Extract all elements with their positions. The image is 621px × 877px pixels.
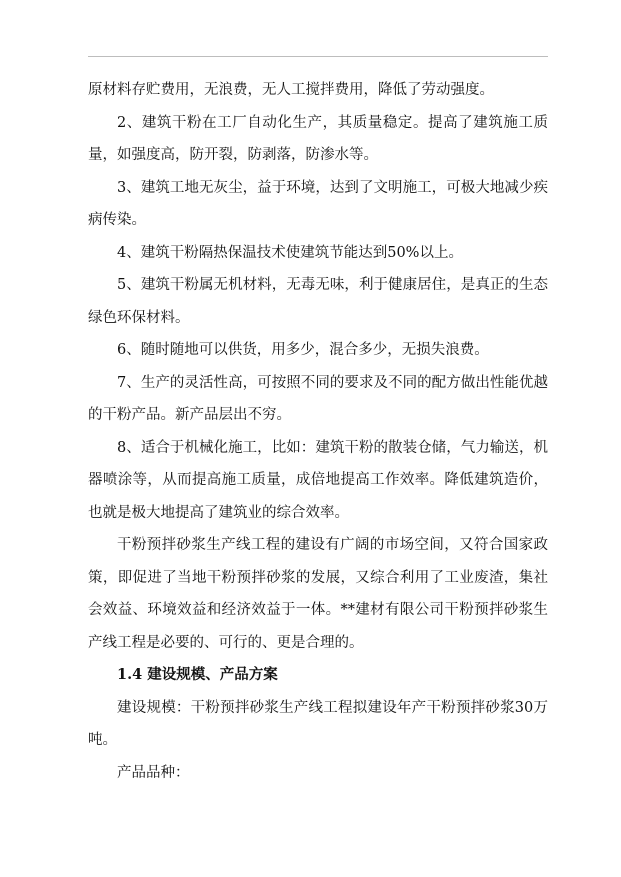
section-heading: 1.4 建设规模、产品方案 <box>117 666 278 683</box>
list-item-8: 8、适合于机械化施工，比如：建筑干粉的散装仓储，气力输送，机器喷涂等，从而提高施工质量，成倍地提高工作效率。降低建筑造价，也就是极大地提高了建筑业的综合效率。 <box>88 439 548 521</box>
list-item-7: 7、生产的灵活性高，可按照不同的要求及不同的配方做出性能优越的干粉产品。新产品层出不穷。 <box>88 374 548 423</box>
list-item-4: 4、建筑干粉隔热保温技术使建筑节能达到50%以上。 <box>117 244 463 261</box>
construction-scale-paragraph: 建设规模：干粉预拌砂浆生产线工程拟建设年产干粉预拌砂浆30万吨。 <box>88 699 548 748</box>
list-item-2: 2、建筑干粉在工厂自动化生产，其质量稳定。提高了建筑施工质量，如强度高，防开裂，防剥落，防渗水等。 <box>88 114 548 163</box>
document-body <box>88 74 548 789</box>
header-rule <box>88 56 548 57</box>
product-variety-label: 产品品种： <box>117 764 190 781</box>
list-item-3: 3、建筑工地无灰尘，益于环境，达到了文明施工，可极大地减少疾病传染。 <box>88 179 548 228</box>
list-item-6: 6、随时随地可以供货，用多少，混合多少，无损失浪费。 <box>117 342 489 358</box>
conclusion-paragraph: 干粉预拌砂浆生产线工程的建设有广阔的市场空间，又符合国家政策，即促进了当地干粉预拌砂浆的发展，又综合利用了工业废渣，集社会效益、环境效益和经济效益于一体。**建材有限公司干粉预拌砂浆生产线工程是必要的、可行的、更是合理的。 <box>88 537 548 651</box>
paragraph-continuation: 原材料存贮费用，无浪费，无人工搅拌费用，降低了劳动强度。 <box>88 82 494 98</box>
list-item-5: 5、建筑干粉属无机材料，无毒无味，利于健康居住，是真正的生态绿色环保材料。 <box>88 277 548 326</box>
